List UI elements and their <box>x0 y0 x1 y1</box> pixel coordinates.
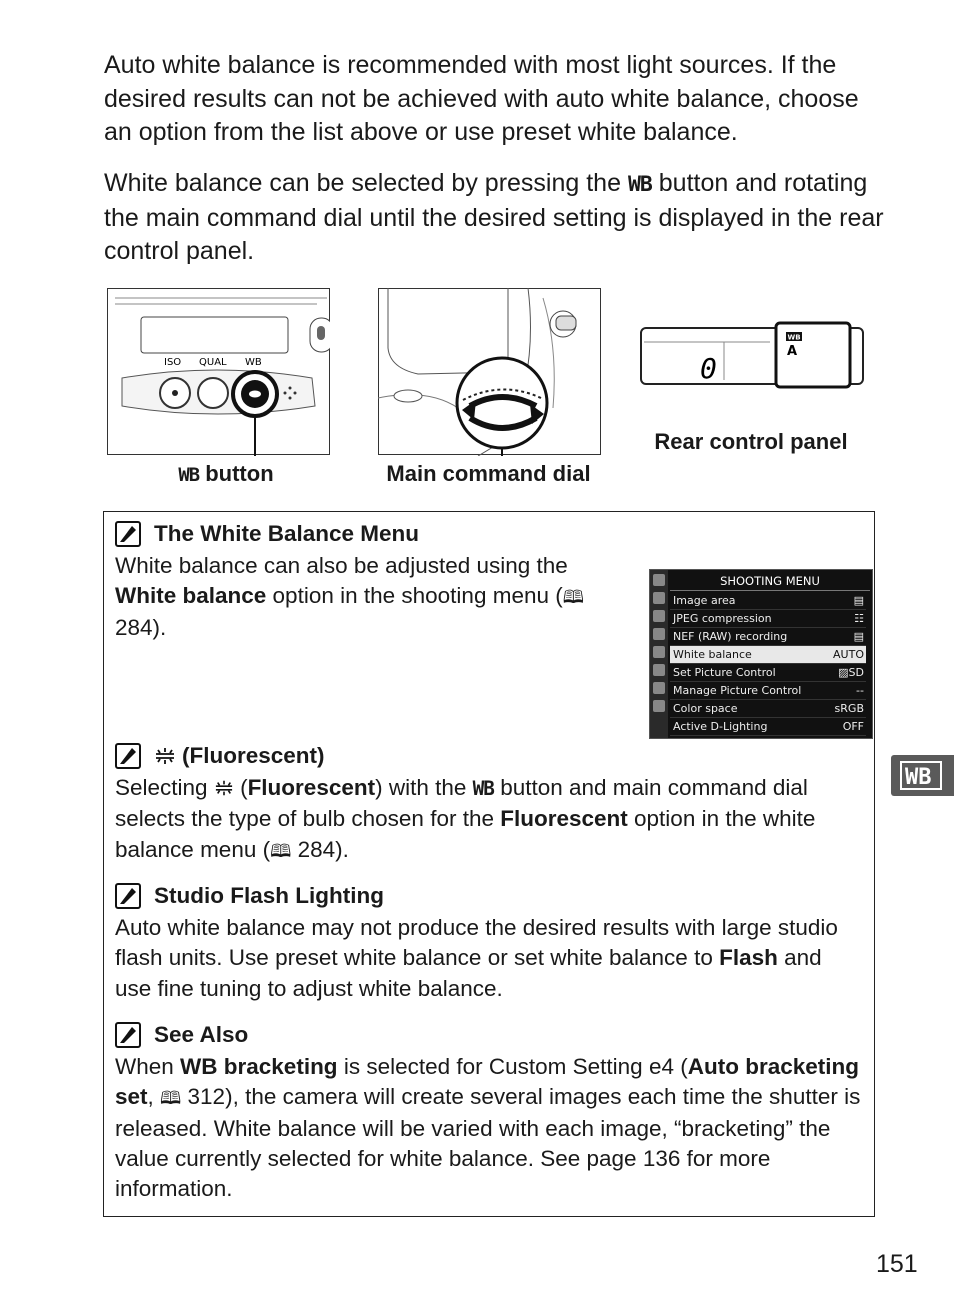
qual-label: QUAL <box>199 357 227 368</box>
note-white-balance-menu <box>115 519 864 733</box>
note-body: Auto white balance may not produce the desired results with large studio flash units. Use preset white balance or set white balance to Flash and use fine tuning to adjust white balance. <box>115 915 838 1001</box>
book-icon: 🕮 <box>562 587 584 608</box>
menu-row: Set Picture Control ▨SD <box>670 664 866 682</box>
section-tab-wb <box>891 755 954 796</box>
tab-label: WB <box>905 765 932 790</box>
note-title: See Also <box>115 1020 863 1050</box>
book-icon: 🕮 <box>270 840 292 861</box>
rear-control-panel-caption: Rear control panel <box>654 429 848 454</box>
note-body: When WB bracketing is selected for Custom Setting e4 (Auto bracketing set, 🕮 312), the camera will create several images each time the shutter is released. White balance will be varied with each image, “bracketing” the value currently selected for white balance. See page 136 for more information. <box>115 1054 861 1202</box>
notes-box <box>103 511 875 1217</box>
book-icon: 🕮 <box>160 1088 182 1109</box>
intro-paragraph-2: White balance can be selected by pressing the WB button and rotating the main command dial until the desired setting is displayed in the rear control panel. <box>104 169 884 265</box>
note-title: The White Balance Menu <box>115 519 863 549</box>
note-icon <box>115 883 141 909</box>
menu-row: JPEG compression ☷ <box>670 610 866 628</box>
menu-row: Active D-Lighting OFF <box>670 718 866 736</box>
menu-header: SHOOTING MENU <box>670 572 870 591</box>
note-icon <box>115 743 141 769</box>
page-number: 151 <box>876 1250 918 1278</box>
menu-row: Manage Picture Control -- <box>670 682 866 700</box>
fluorescent-icon <box>154 746 176 766</box>
wb-label: WB <box>245 357 262 368</box>
rear-panel-wb-badge: WB <box>787 333 801 342</box>
shooting-menu-screenshot <box>649 569 873 739</box>
menu-row: Image area ▤ <box>670 592 866 610</box>
note-title: Studio Flash Lighting <box>115 881 863 911</box>
note-studio-flash <box>115 881 863 1004</box>
menu-side-icons <box>650 570 668 738</box>
intro-paragraph-1: Auto white balance is recommended with most light sources. If the desired results can not be achieved with auto white balance, choose an option from the list above or use preset white balance. <box>104 51 859 146</box>
wb-key-glyph: WB <box>472 777 494 800</box>
fluorescent-icon <box>214 779 234 797</box>
rear-panel-wb-mode: A <box>787 344 798 359</box>
rear-panel-value: 0 <box>700 352 717 385</box>
main-command-dial-caption: Main command dial <box>386 461 591 486</box>
note-body: Selecting (Fluorescent) with the WB button and main command dial selects the type of bulb chosen for the Fluorescent option in the white balance menu (🕮 284). <box>115 775 816 862</box>
wb-key-glyph: WB <box>627 172 652 197</box>
note-fluorescent <box>115 741 863 866</box>
note-body: White balance can also be adjusted using the White balance option in the shooting menu (🕮 284). <box>115 553 584 640</box>
menu-row-selected: White balance AUTO <box>670 646 866 664</box>
rear-control-panel-illustration <box>640 320 866 392</box>
menu-row: Color space sRGB <box>670 700 866 718</box>
main-command-dial-illustration <box>378 288 601 456</box>
note-icon <box>115 1022 141 1048</box>
iso-label: ISO <box>164 357 182 368</box>
note-see-also <box>115 1020 863 1204</box>
menu-row: NEF (RAW) recording ▤ <box>670 628 866 646</box>
note-title: (Fluorescent) <box>115 741 863 771</box>
note-icon <box>115 521 141 547</box>
wb-button-illustration <box>107 288 330 456</box>
wb-button-caption: WB button <box>178 461 274 486</box>
